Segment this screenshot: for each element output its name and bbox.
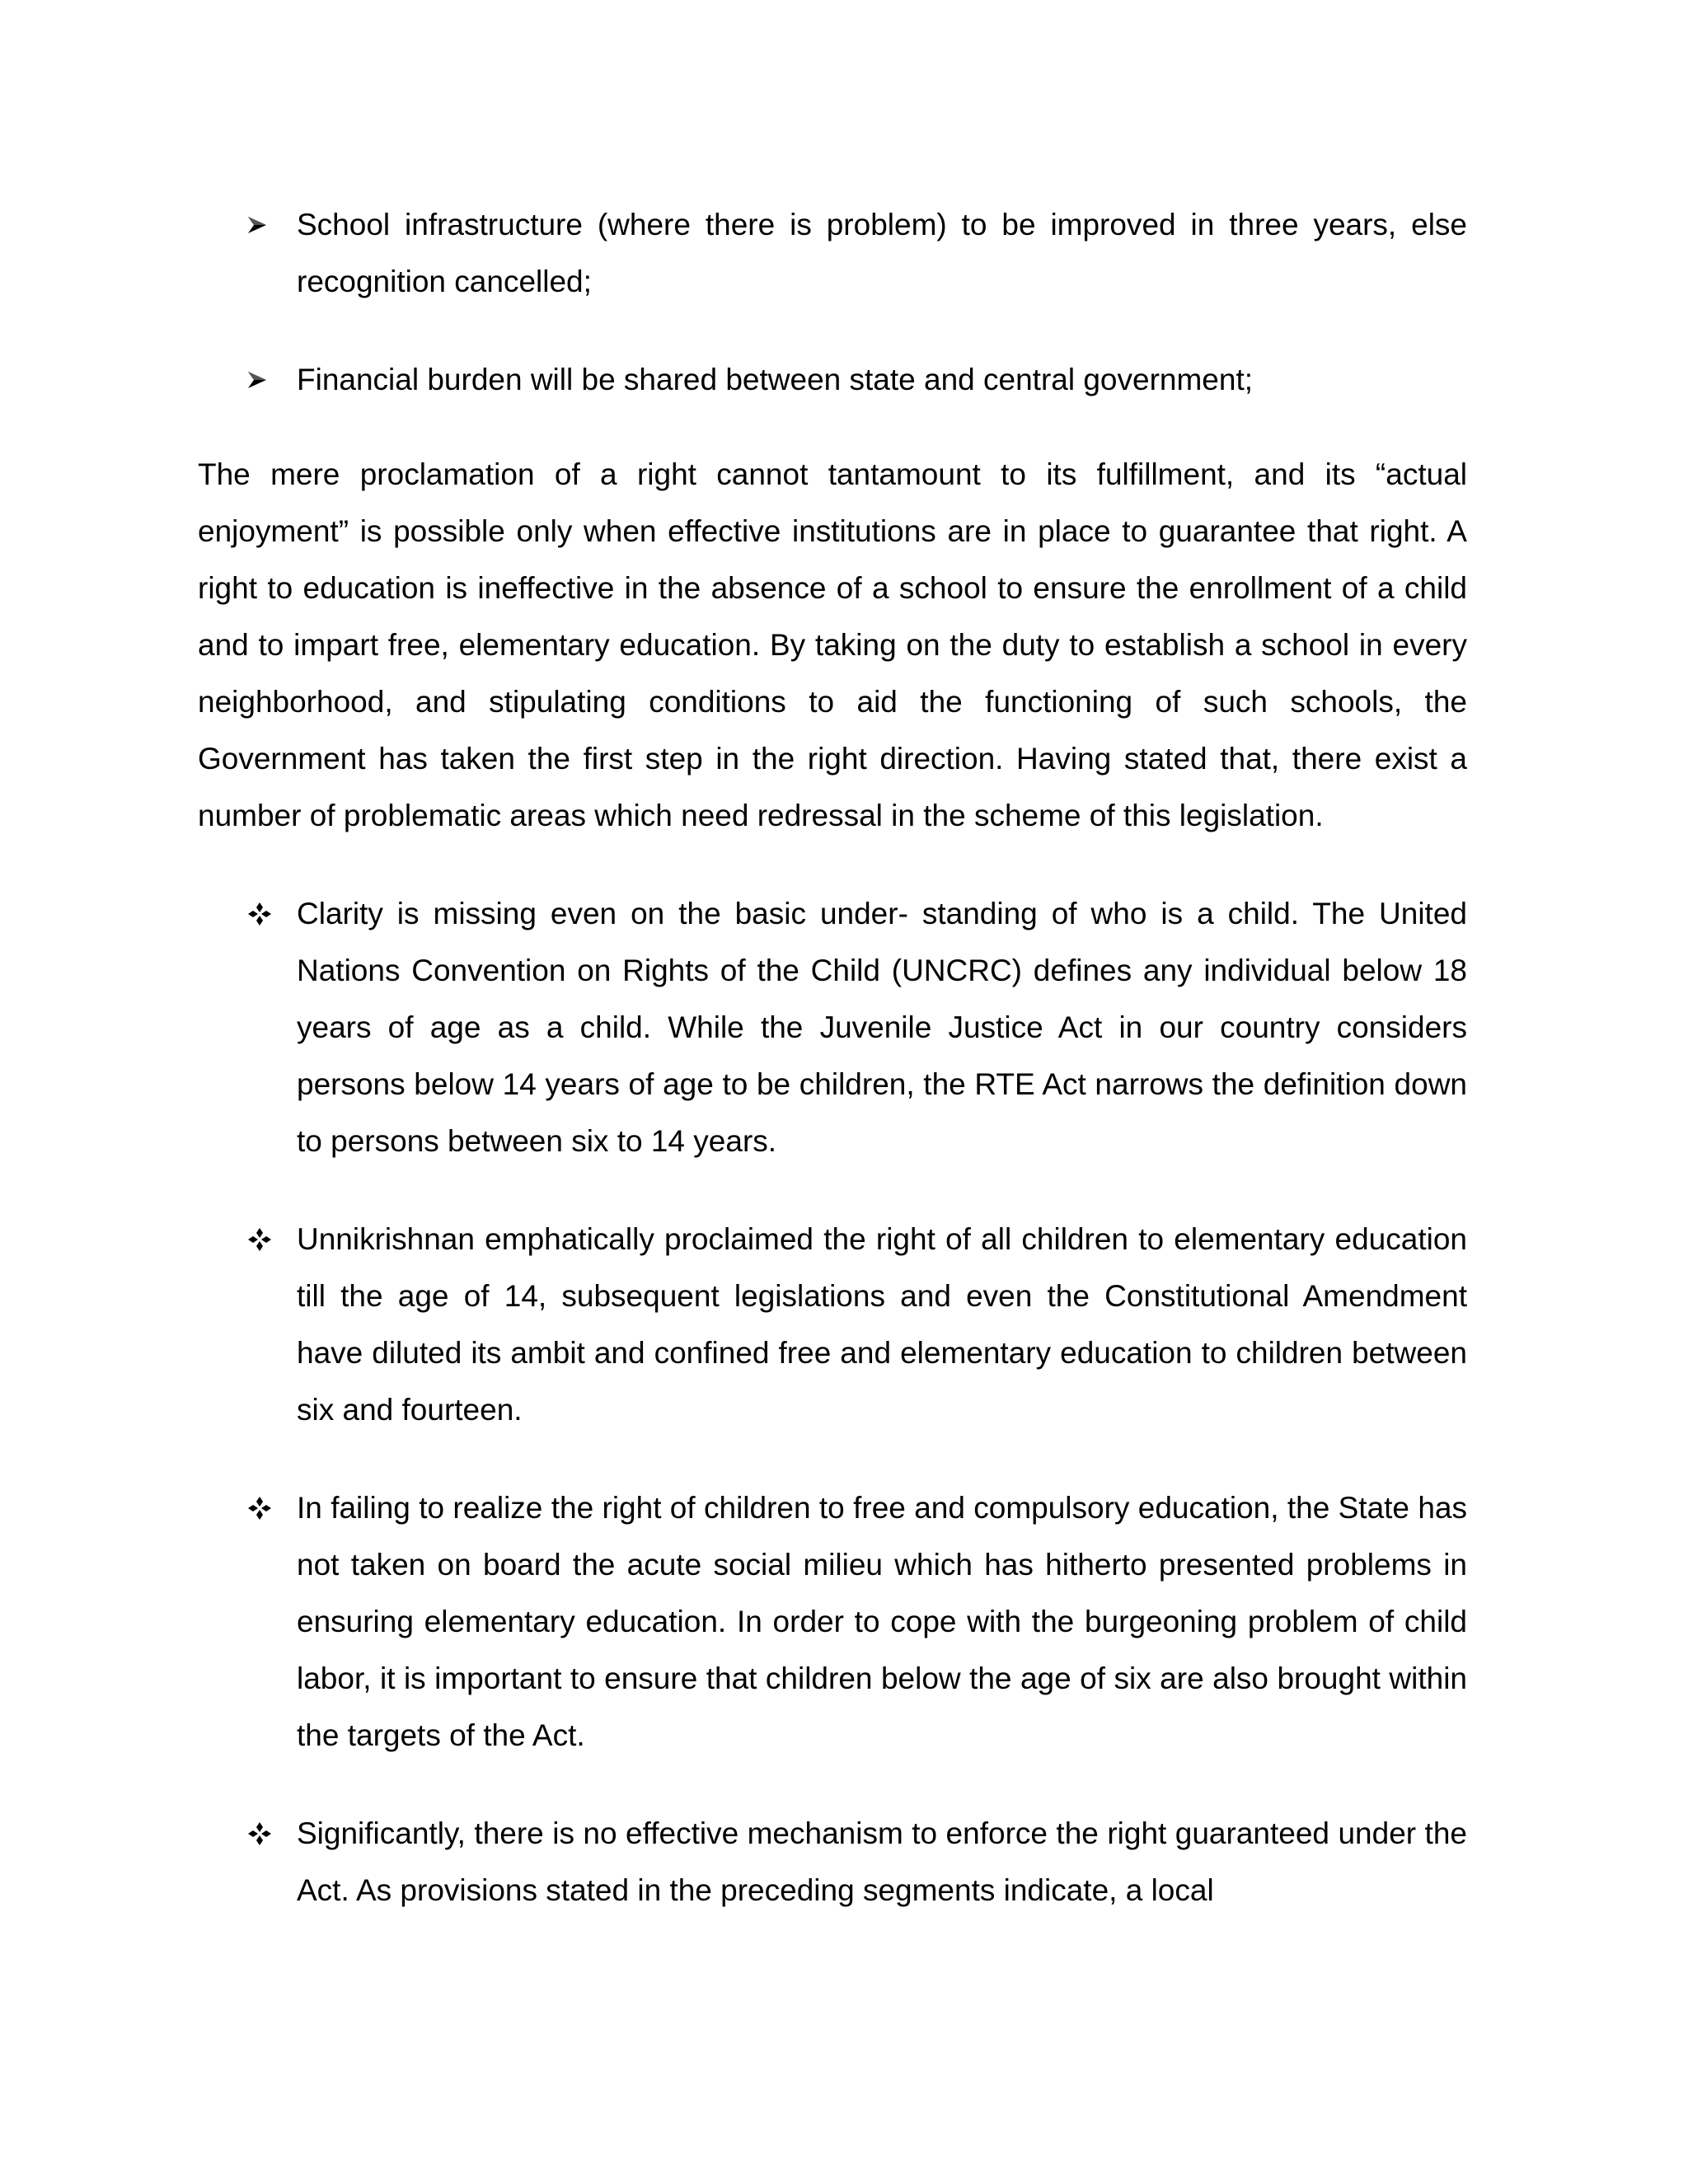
diamond-bullet-item (198, 1211, 1467, 1438)
arrow-bullet-list (198, 196, 1467, 408)
arrow-bullet-icon (247, 351, 280, 408)
arrow-bullet-item (198, 196, 1467, 310)
four-diamond-bullet-icon (247, 1479, 280, 1536)
four-diamond-bullet-icon (247, 1805, 280, 1862)
arrow-bullet-icon (247, 196, 280, 253)
diamond-bullet-list (198, 885, 1467, 1919)
diamond-bullet-text: In failing to realize the right of children to free and compulsory education, the State has not taken on board the acute social milieu which has hitherto presented problems in ensuring elementary education. In order to cope with the burgeoning problem of child labor, it is important to ensure that children below the age of six are also brought within the targets of the Act. (297, 1491, 1467, 1752)
arrow-bullet-text: Financial burden will be shared between state and central government; (297, 363, 1254, 396)
body-paragraph: The mere proclamation of a right cannot tantamount to its fulfillment, and its “actual enjoyment” is possible only when effective institutions are in place to guarantee that right. A right to education is ineffective in the absence of a school to ensure the enrollment of a child and to impart free, elementary education. By taking on the duty to establish a school in every neighborhood, and stipulating conditions to aid the functioning of such schools, the Government has taken the first step in the right direction. Having stated that, there exist a number of problematic areas which need redressal in the scheme of this legislation. (198, 457, 1467, 832)
diamond-bullet-item (198, 1479, 1467, 1764)
four-diamond-bullet-icon (247, 885, 280, 942)
document-body (198, 196, 1467, 1919)
four-diamond-bullet-icon (247, 1211, 280, 1268)
diamond-bullet-text: Unnikrishnan emphatically proclaimed the right of all children to elementary education till the age of 14, subsequent legislations and even the Constitutional Amendment have diluted its ambit and confined free and elementary education to children between six and fourteen. (297, 1222, 1467, 1427)
arrow-bullet-item (198, 351, 1467, 408)
diamond-bullet-text: Clarity is missing even on the basic under- standing of who is a child. The United Nations Convention on Rights of the Child (UNCRC) defines any individual below 18 years of age as a child. While the Juvenile Justice Act in our country considers persons below 14 years of age to be children, the RTE Act narrows the definition down to persons between six to 14 years. (297, 897, 1467, 1158)
diamond-bullet-text: Significantly, there is no effective mechanism to enforce the right guaranteed under the Act. As provisions stated in the preceding segments indicate, a local (297, 1816, 1467, 1907)
arrow-bullet-text: School infrastructure (where there is problem) to be improved in three years, else recognition cancelled; (297, 208, 1467, 298)
diamond-bullet-item (198, 1805, 1467, 1919)
diamond-bullet-item (198, 885, 1467, 1169)
